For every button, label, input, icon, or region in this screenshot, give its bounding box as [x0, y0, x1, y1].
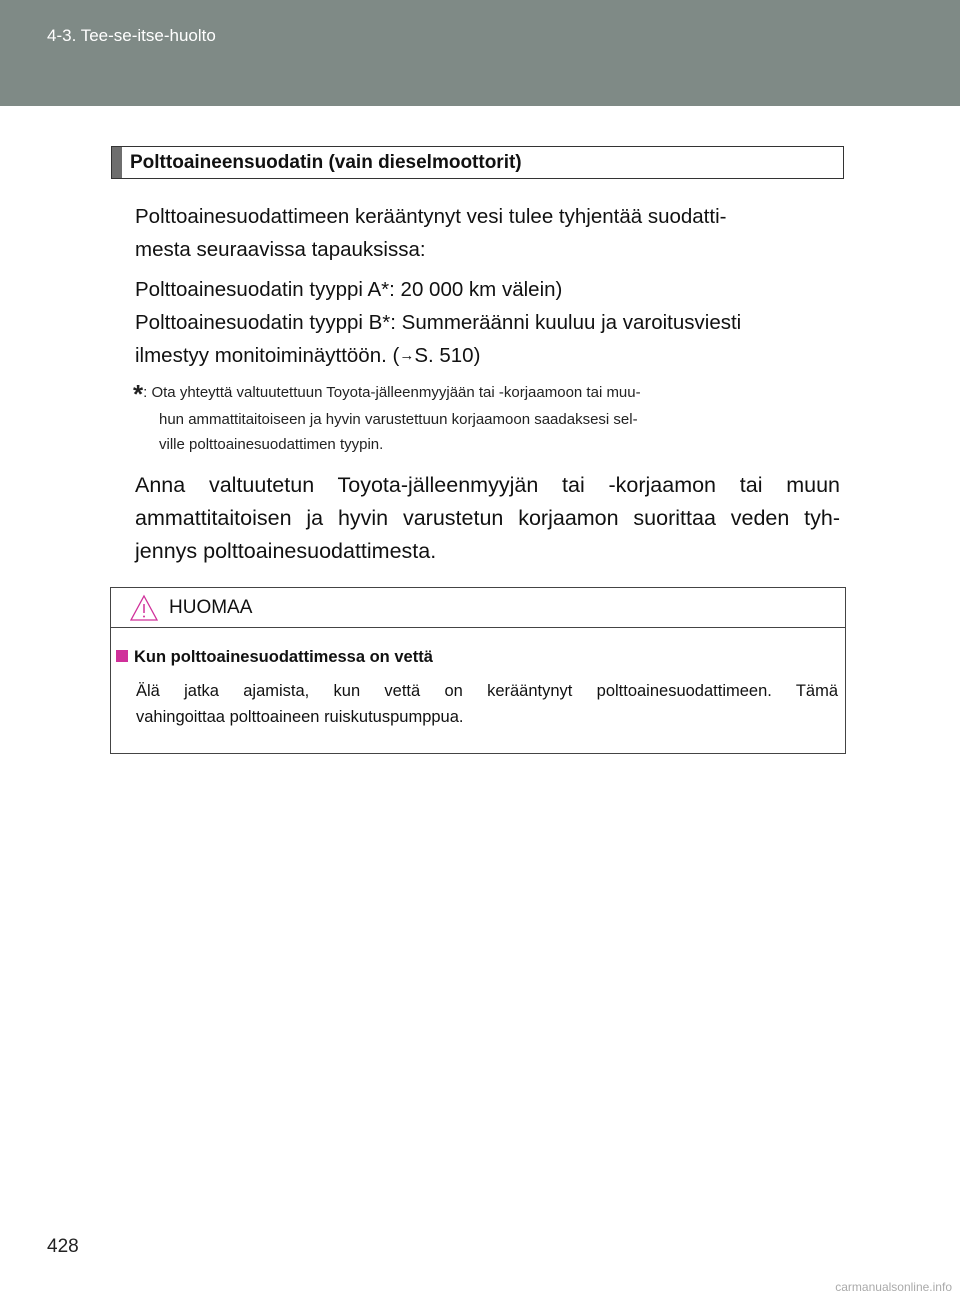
- section-title: Polttoaineensuodatin (vain dieselmoottorit): [130, 152, 522, 173]
- watermark: carmanualsonline.info: [835, 1280, 952, 1294]
- arrow-right-icon: →: [399, 347, 415, 364]
- paragraph-line: Anna valtuutetun Toyota-jälleenmyyjän tai -korjaamon tai muun: [135, 473, 840, 497]
- section-title-box: [111, 146, 844, 179]
- paragraph-line: jennys polttoainesuodattimesta.: [135, 539, 437, 563]
- paragraph-filter-types: [135, 273, 840, 372]
- paragraph-instruction: [135, 469, 840, 568]
- footnote: [133, 380, 840, 457]
- paragraph-line: Polttoainesuodatin tyyppi B*: Summeräänni kuuluu ja varoitusviesti: [135, 311, 742, 334]
- warning-triangle-icon: [129, 594, 159, 622]
- paragraph-line: Polttoainesuodatin tyyppi A*: 20 000 km välein): [135, 278, 563, 301]
- section-label: 4-3. Tee-se-itse-huolto: [47, 26, 216, 45]
- notice-title: HUOMAA: [169, 597, 253, 618]
- notice-box: [110, 587, 846, 754]
- footnote-colon: :: [143, 384, 148, 401]
- paragraph-intro: [135, 200, 840, 266]
- paragraph-line: [135, 339, 840, 372]
- notice-subheading: [116, 648, 433, 667]
- paragraph-line: mesta seuraavissa tapauksissa:: [135, 238, 426, 261]
- header-band: [0, 0, 960, 106]
- notice-line: vahingoittaa polttoaineen ruiskutuspumppua.: [136, 708, 464, 726]
- square-bullet-icon: [116, 650, 128, 662]
- notice-subheading-text: Kun polttoainesuodattimessa on vettä: [134, 648, 433, 666]
- title-accent-bar: [112, 147, 122, 178]
- paragraph-text: ilmestyy monitoiminäyttöön. (: [135, 344, 400, 367]
- notice-header: [111, 588, 845, 628]
- notice-body: [136, 678, 838, 730]
- footnote-marker: *: [133, 379, 144, 409]
- footnote-first-line: [133, 380, 840, 407]
- paragraph-line: Polttoainesuodattimeen kerääntynyt vesi tulee tyhjentää suodatti-: [135, 205, 727, 228]
- page-reference-link[interactable]: S. 510): [414, 344, 481, 367]
- notice-line: Älä jatka ajamista, kun vettä on kerääntynyt polttoainesuodattimeen. Tämä: [136, 682, 838, 700]
- page-number: 428: [47, 1236, 79, 1257]
- paragraph-line: ammattitaitoisen ja hyvin varustetun korjaamon suorittaa veden tyh-: [135, 506, 840, 530]
- footnote-text: hun ammattitaitoiseen ja hyvin varustettuun korjaamoon saadaksesi sel-: [159, 411, 638, 428]
- footnote-text: ville polttoainesuodattimen tyypin.: [159, 436, 384, 453]
- footnote-text: Ota yhteyttä valtuutettuun Toyota-jälleenmyyjään tai -korjaamoon tai muu-: [151, 384, 641, 401]
